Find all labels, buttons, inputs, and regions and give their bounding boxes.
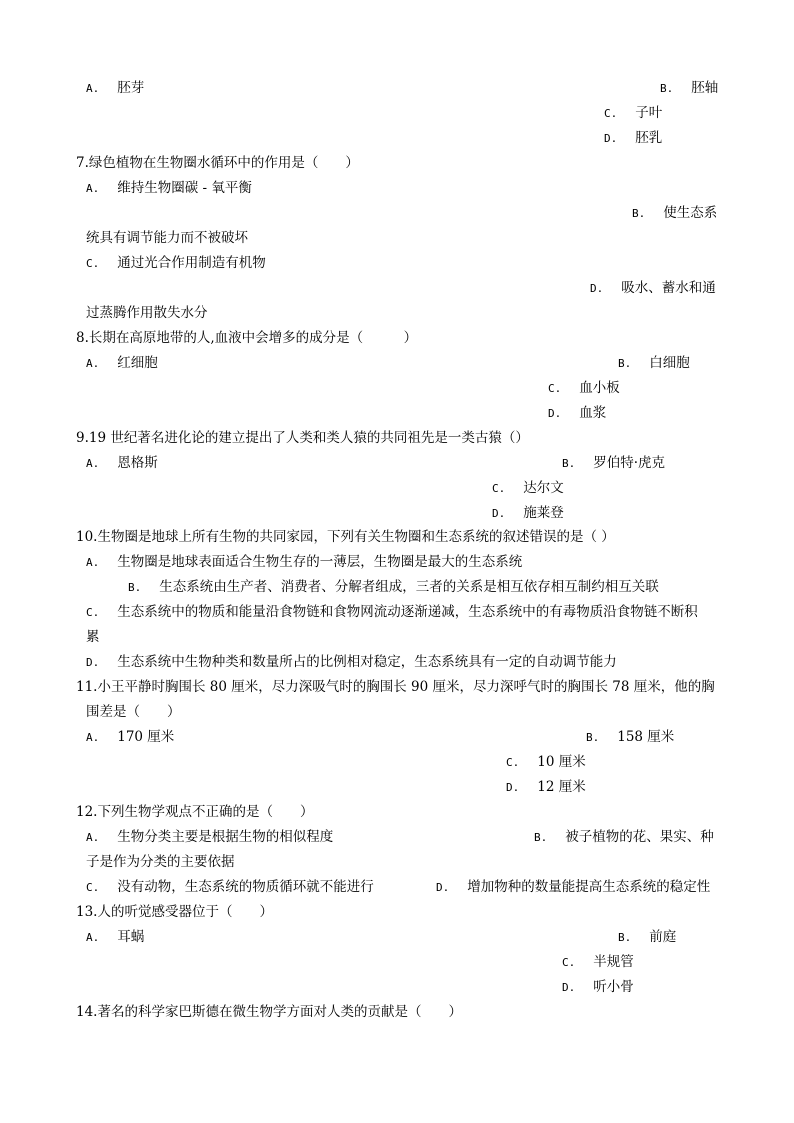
option-text: 通过光合作用制造有机物 (117, 255, 266, 271)
option-letter: D. (436, 881, 450, 894)
q9-option-b (562, 454, 665, 473)
q8-option-a (86, 354, 158, 373)
question-8: 8.长期在高原地带的人,血液中会增多的成分是（ ） (76, 330, 418, 346)
option-text: 罗伯特·虎克 (593, 455, 666, 471)
option-letter: A. (86, 831, 100, 844)
option-text: 生态系统由生产者、消费者、分解者组成，三者的关系是相互依存相互制约相互关联 (159, 579, 659, 595)
option-text: 达尔文 (523, 480, 564, 496)
q7-option-d (590, 279, 716, 298)
q7-option-c (86, 254, 266, 273)
q11-option-c (506, 753, 586, 772)
option-letter: B. (534, 831, 548, 844)
q6-option-d (604, 129, 662, 148)
q10-option-a (86, 553, 522, 572)
option-text: 生物圈是地球表面适合生物生存的一薄层，生物圈是最大的生态系统 (117, 554, 523, 570)
q9-option-d (492, 504, 564, 523)
q13-option-d (562, 978, 634, 997)
q7-option-d-continued: 过蒸腾作用散失水分 (86, 305, 208, 321)
option-letter: D. (590, 282, 604, 295)
question-14: 14.著名的科学家巴斯德在微生物学方面对人类的贡献是（ ） (76, 1004, 462, 1020)
q12-option-c (86, 878, 374, 897)
q8-option-c (548, 379, 620, 398)
option-letter: A. (86, 556, 100, 569)
option-text: 血小板 (579, 380, 620, 396)
q12-option-b (534, 828, 714, 847)
q12-option-b-continued: 子是作为分类的主要依据 (86, 854, 235, 870)
q6-option-a (86, 79, 144, 98)
option-letter: B. (562, 457, 576, 470)
option-text: 听小骨 (593, 979, 634, 995)
option-letter: A. (86, 457, 100, 470)
q10-option-b (128, 578, 659, 597)
option-text: 生物分类主要是根据生物的相似程度 (117, 829, 334, 845)
option-text: 子叶 (635, 105, 663, 121)
option-text: 生态系统中生物种类和数量所占的比例相对稳定，生态系统具有一定的自动调节能力 (117, 654, 617, 670)
option-letter: C. (604, 107, 618, 120)
option-letter: D. (604, 132, 618, 145)
q12-option-a (86, 828, 333, 847)
option-text: 前庭 (649, 929, 677, 945)
q9-option-a (86, 454, 158, 473)
option-letter: A. (86, 731, 100, 744)
option-letter: A. (86, 182, 100, 195)
q6-option-b (660, 79, 718, 98)
question-9: 9.19 世纪著名进化论的建立提出了人类和类人猿的共同祖先是一类古猿（） (76, 430, 529, 446)
option-letter: D. (492, 507, 506, 520)
option-text: 施莱登 (523, 505, 564, 521)
option-text: 胚乳 (635, 130, 663, 146)
option-text: 胚轴 (691, 80, 719, 96)
q7-option-b (632, 204, 717, 223)
q13-option-b (618, 928, 676, 947)
option-letter: C. (86, 606, 100, 619)
option-text: 吸水、蓄水和通 (621, 280, 716, 296)
option-letter: D. (86, 656, 100, 669)
option-text: 胚芽 (117, 80, 145, 96)
option-text: 10 厘米 (537, 754, 586, 770)
q11-option-a (86, 728, 174, 747)
option-letter: C. (86, 881, 100, 894)
option-text: 170 厘米 (117, 729, 175, 745)
question-12: 12.下列生物学观点不正确的是（ ） (76, 804, 314, 820)
option-text: 维持生物圈碳 - 氧平衡 (117, 180, 252, 196)
option-letter: A. (86, 931, 100, 944)
q13-option-c (562, 953, 634, 972)
option-letter: A. (86, 82, 100, 95)
option-text: 使生态系 (663, 205, 718, 221)
q11-option-b (586, 728, 674, 747)
q8-option-b (618, 354, 690, 373)
q12-option-d (436, 878, 710, 897)
option-text: 生态系统中的物质和能量沿食物链和食物网流动逐渐递减，生态系统中的有毒物质沿食物链不断积 (117, 604, 698, 620)
option-text: 耳蜗 (117, 929, 145, 945)
option-letter: B. (618, 357, 632, 370)
question-11-continued: 围差是（ ） (86, 704, 181, 720)
option-text: 12 厘米 (537, 779, 586, 795)
question-10: 10.生物圈是地球上所有生物的共同家园，下列有关生物圈和生态系统的叙述错误的是（ ） (76, 529, 615, 545)
option-letter: B. (128, 581, 142, 594)
option-letter: D. (548, 407, 562, 420)
q7-option-b-continued: 统具有调节能力而不被破坏 (86, 230, 248, 246)
option-letter: C. (562, 956, 576, 969)
q13-option-a (86, 928, 144, 947)
question-13: 13.人的听觉感受器位于（ ） (76, 904, 273, 920)
q7-option-a (86, 179, 252, 198)
q11-option-d (506, 778, 586, 797)
option-text: 白细胞 (649, 355, 690, 371)
option-letter: B. (586, 731, 600, 744)
option-text: 红细胞 (117, 355, 158, 371)
option-letter: C. (492, 482, 506, 495)
option-letter: B. (632, 207, 646, 220)
option-text: 增加物种的数量能提高生态系统的稳定性 (467, 879, 711, 895)
question-11: 11.小王平静时胸围长 80 厘米，尽力深吸气时的胸围长 90 厘米，尽力深呼气时的胸围长 78 厘米，他的胸 (76, 679, 715, 695)
option-text: 血浆 (579, 405, 607, 421)
option-text: 恩格斯 (117, 455, 158, 471)
q9-option-c (492, 479, 564, 498)
option-text: 158 厘米 (617, 729, 675, 745)
q10-option-d (86, 653, 617, 672)
q8-option-d (548, 404, 606, 423)
option-text: 半规管 (593, 954, 634, 970)
q10-option-c-continued: 累 (86, 629, 100, 645)
option-letter: D. (506, 781, 520, 794)
option-text: 被子植物的花、果实、种 (565, 829, 714, 845)
option-letter: A. (86, 357, 100, 370)
q10-option-c (86, 603, 698, 622)
question-7: 7.绿色植物在生物圈水循环中的作用是（ ） (76, 155, 359, 171)
option-letter: D. (562, 981, 576, 994)
option-letter: C. (548, 382, 562, 395)
q6-option-c (604, 104, 662, 123)
option-letter: B. (660, 82, 674, 95)
option-letter: B. (618, 931, 632, 944)
option-letter: C. (86, 257, 100, 270)
option-letter: C. (506, 756, 520, 769)
option-text: 没有动物，生态系统的物质循环就不能进行 (117, 879, 374, 895)
